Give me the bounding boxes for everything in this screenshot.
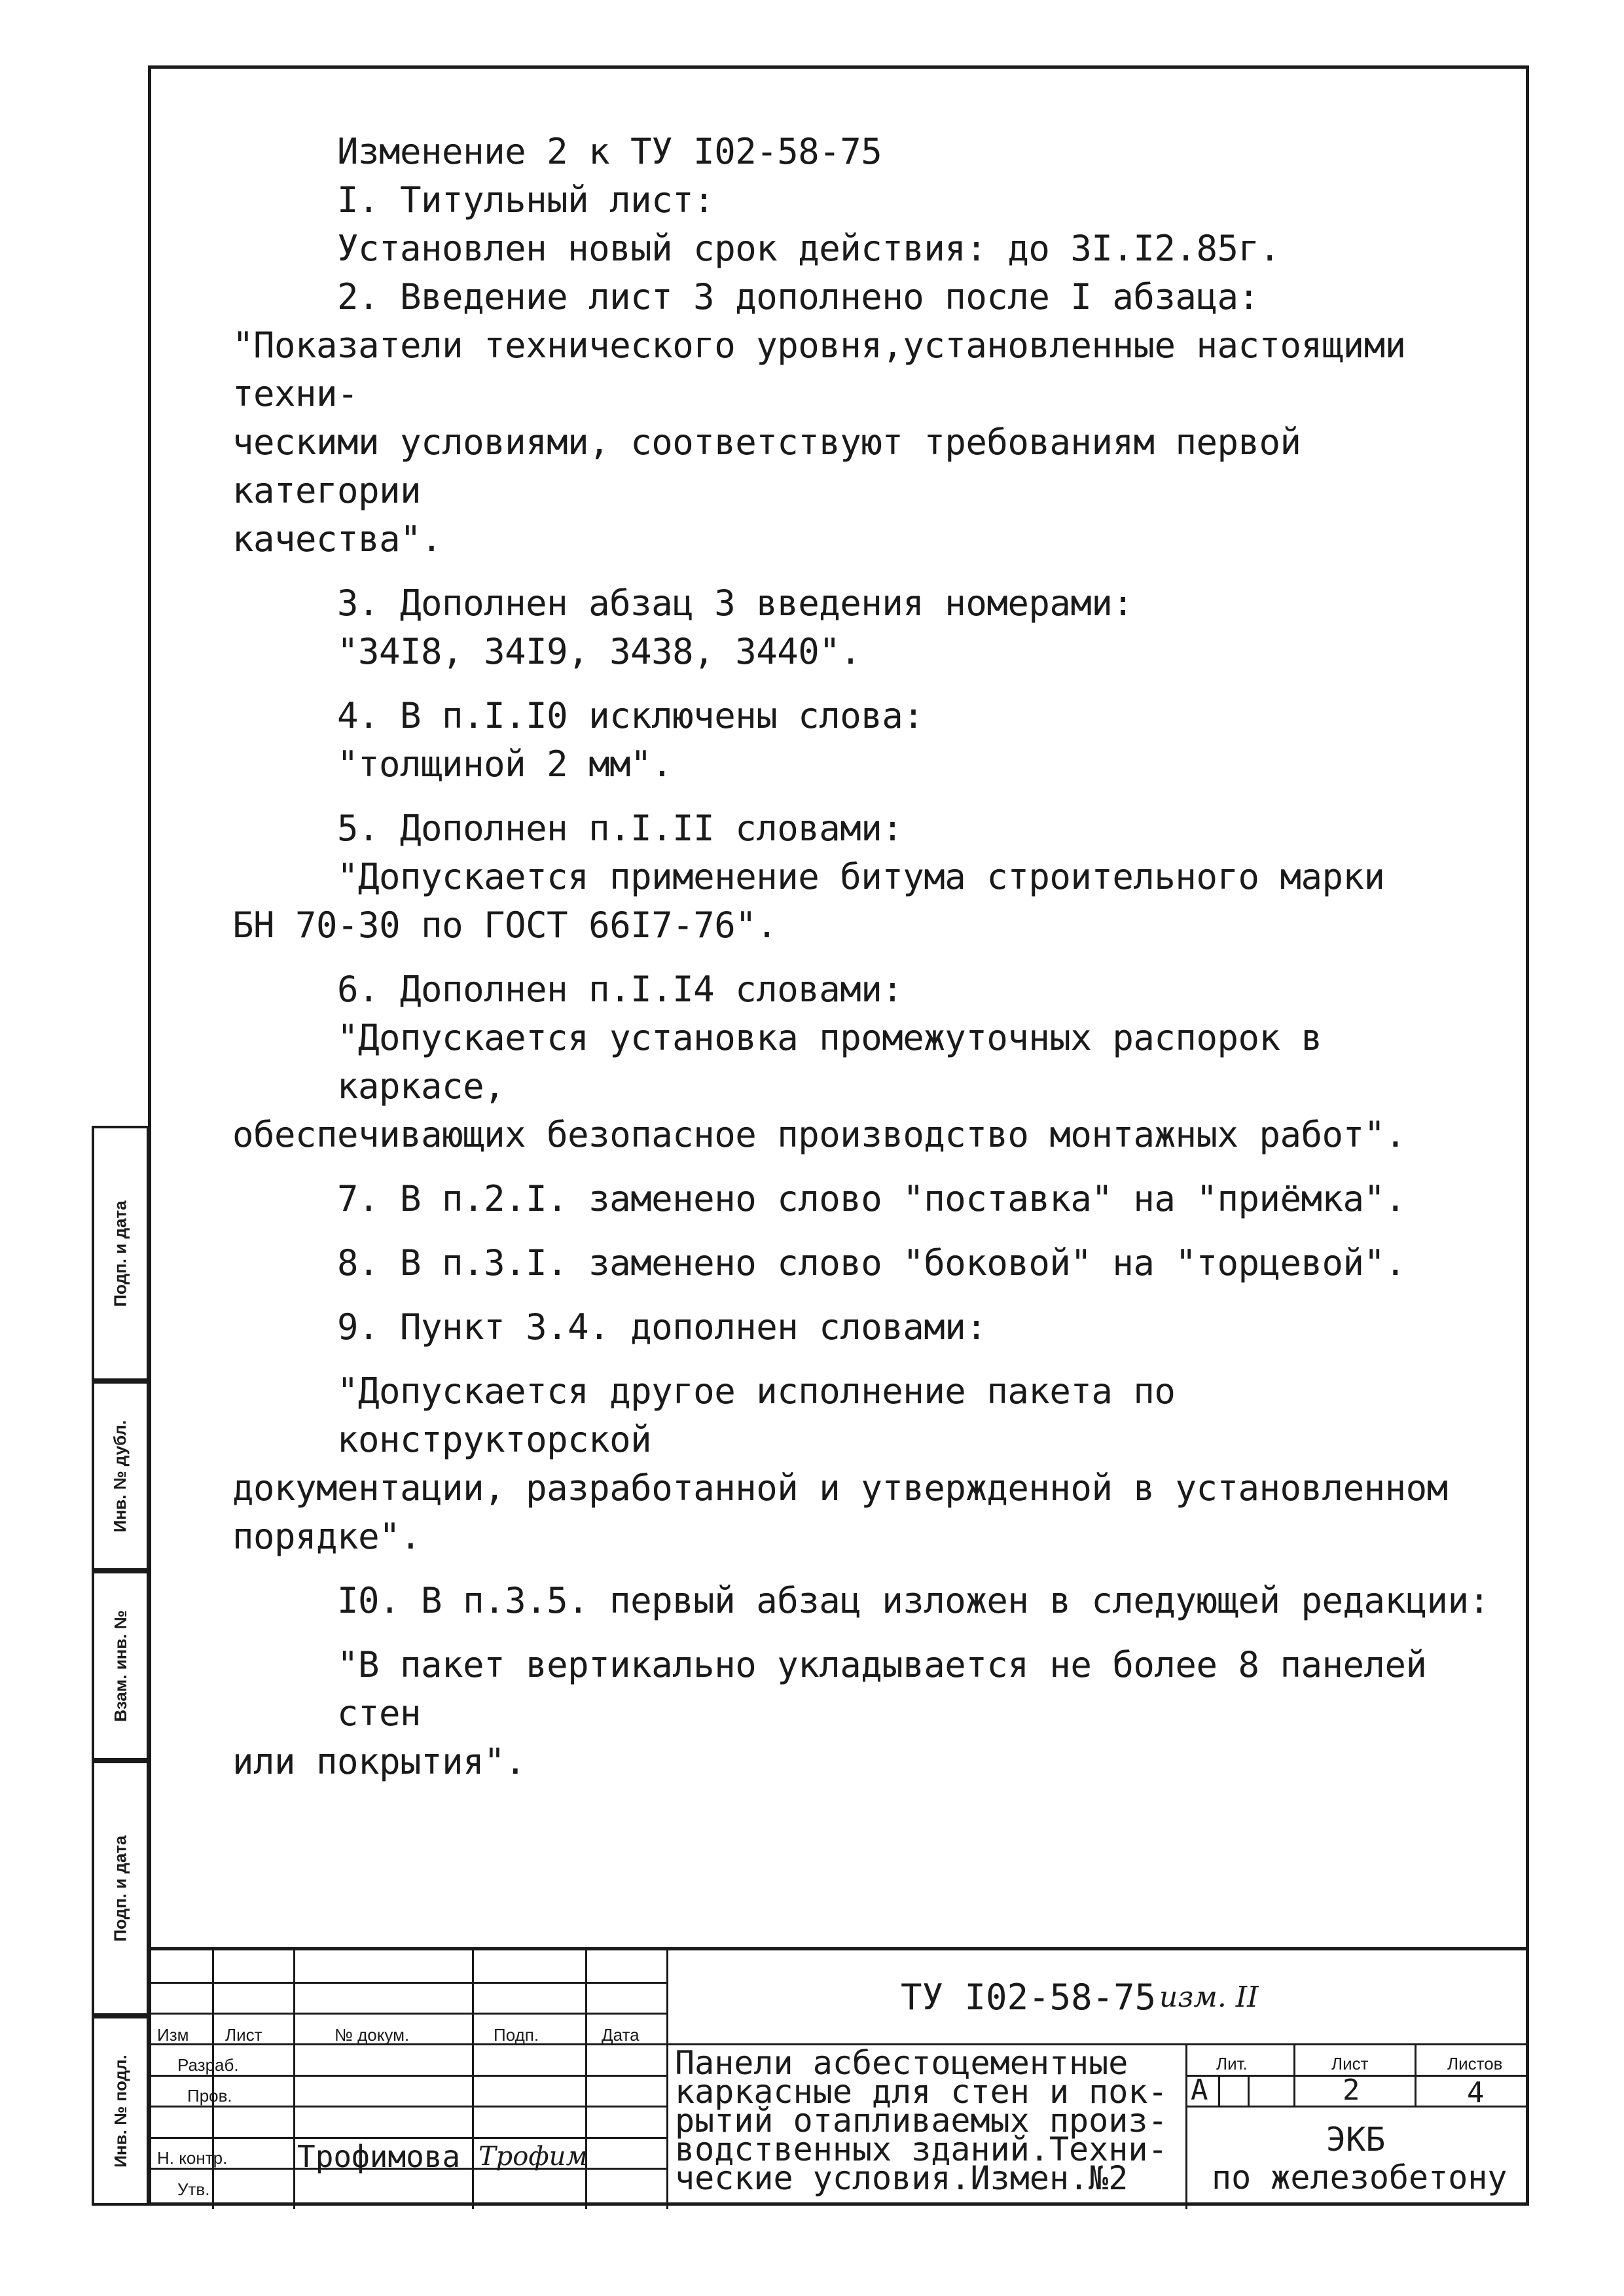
paragraph-line: "34I8, 34I9, 3438, 3440". — [337, 631, 861, 672]
strip-label: Взам. инв. № — [110, 1609, 130, 1722]
col-header-signature: Подп. — [494, 2025, 539, 2045]
paragraph-line: 7. В п.2.I. заменено слово "поставка" на "приёмка". — [337, 1178, 1406, 1219]
paragraph-list — [232, 176, 1509, 1786]
col-header-date: Дата — [602, 2025, 640, 2045]
grid-line — [293, 1950, 295, 2209]
grid-line — [148, 2013, 666, 2015]
sheet-value: 2 — [1343, 2073, 1360, 2107]
paragraph-line: "толщиной 2 мм". — [337, 744, 673, 785]
paragraph-line: "В пакет вертикально укладывается не более 8 панелей стен — [337, 1644, 1448, 1734]
paragraph-line: обеспечивающих безопасное производство монтажных работ". — [232, 1114, 1406, 1155]
sheets-header: Листов — [1447, 2054, 1503, 2073]
title-line: водственных зданий.Техни- — [675, 2130, 1168, 2168]
paragraph-line: Установлен новый срок действия: до 3I.I2.85г. — [337, 228, 1280, 269]
strip-label: Подп. и дата — [110, 1200, 130, 1307]
grid-line — [1185, 2043, 1187, 2209]
paragraph-line: 2. Введение лист 3 дополнено после I абзаца: — [337, 276, 1259, 317]
paragraph-line: 5. Дополнен п.I.II словами: — [337, 808, 903, 849]
strip-cell-duplicate-inventory — [92, 1381, 149, 1571]
paragraph-line: "Допускается установка промежуточных распорок в каркасе, — [337, 1017, 1343, 1107]
paragraph-line: 3. Дополнен абзац 3 введения номерами: — [337, 583, 1134, 624]
role-approver: Утв. — [177, 2179, 210, 2199]
strip-cell-original-inventory — [92, 2016, 149, 2206]
paragraph-line: или покрытия". — [232, 1741, 526, 1782]
grid-line — [212, 1950, 214, 2209]
paragraph-line: БН 70-30 по ГОСТ 66I7-76". — [232, 905, 778, 946]
paragraph-line: 8. В п.3.I. заменено слово "боковой" на "торцевой". — [337, 1242, 1406, 1283]
col-header-list: Лист — [225, 2025, 262, 2045]
handwritten-note: изм. II — [1159, 1981, 1259, 2014]
lit-header: Лит. — [1216, 2054, 1248, 2073]
grid-line — [1218, 2075, 1220, 2106]
document-heading: Изменение 2 к ТУ I02-58-75 — [337, 131, 882, 172]
grid-line — [666, 1950, 668, 2209]
doc-code: ТУ I02-58-75 — [901, 1977, 1157, 2018]
strip-cell-signature-date-1 — [92, 1126, 149, 1381]
role-norm-control: Н. контр. — [157, 2148, 228, 2168]
grid-line — [472, 1950, 474, 2209]
col-header-doc-number: № докум. — [334, 2025, 410, 2045]
paragraph-line: "Показатели технического уровня,установленные настоящими техни- — [232, 325, 1427, 414]
grid-line — [1293, 2043, 1295, 2106]
paragraph-line: "Допускается применение битума строительного марки — [337, 856, 1385, 897]
norm-control-name: Трофимова — [297, 2139, 461, 2174]
paragraph-line: 9. Пункт 3.4. дополнен словами: — [337, 1306, 987, 1348]
document-body — [232, 128, 1509, 1786]
grid-line — [1415, 2043, 1416, 2106]
role-developer: Разраб. — [177, 2055, 239, 2075]
org-line-2: по железобетону — [1212, 2159, 1507, 2197]
strip-label: Инв. № дубл. — [110, 1420, 130, 1532]
title-block — [148, 1947, 1529, 2209]
strip-label: Инв. № подл. — [110, 2054, 130, 2168]
title-line: ческие условия.Измен.№2 — [675, 2159, 1128, 2197]
title-line: рытий отапливаемых произ- — [675, 2102, 1168, 2140]
document-title — [675, 2044, 1168, 2197]
paragraph-line: ческими условиями, соответствуют требованиям первой категории — [232, 422, 1322, 511]
paragraph-line: I. Титульный лист: — [337, 179, 715, 221]
lit-value: А — [1191, 2073, 1208, 2107]
norm-control-signature: Трофим — [478, 2142, 588, 2172]
col-header-izm: Изм — [157, 2025, 189, 2045]
paragraph-line: "Допускается другое исполнение пакета по конструкторской — [337, 1371, 1197, 1460]
sheets-value: 4 — [1467, 2076, 1485, 2109]
paragraph-line: 6. Дополнен п.I.I4 словами: — [337, 969, 903, 1010]
paragraph-line: 4. В п.I.I0 исключены слова: — [337, 695, 924, 736]
role-checker: Пров. — [187, 2086, 232, 2106]
grid-line — [1248, 2075, 1250, 2106]
grid-line — [148, 1982, 666, 1984]
strip-cell-replacement-inventory — [92, 1571, 149, 1761]
title-line: Панели асбестоцементные — [675, 2044, 1128, 2082]
sheet-header: Лист — [1331, 2054, 1369, 2073]
paragraph-line: качества". — [232, 518, 442, 560]
paragraph-line: I0. В п.3.5. первый абзац изложен в следующей редакции: — [337, 1580, 1490, 1621]
org-line-1: ЭКБ — [1326, 2121, 1386, 2159]
paragraph-line: документации, разработанной и утвержденной в установленном — [232, 1467, 1448, 1509]
title-line: каркасные для стен и пок- — [675, 2073, 1168, 2111]
strip-cell-signature-date-2 — [92, 1761, 149, 2016]
strip-label: Подп. и дата — [110, 1835, 130, 1942]
paragraph-line: порядке". — [232, 1516, 422, 1557]
